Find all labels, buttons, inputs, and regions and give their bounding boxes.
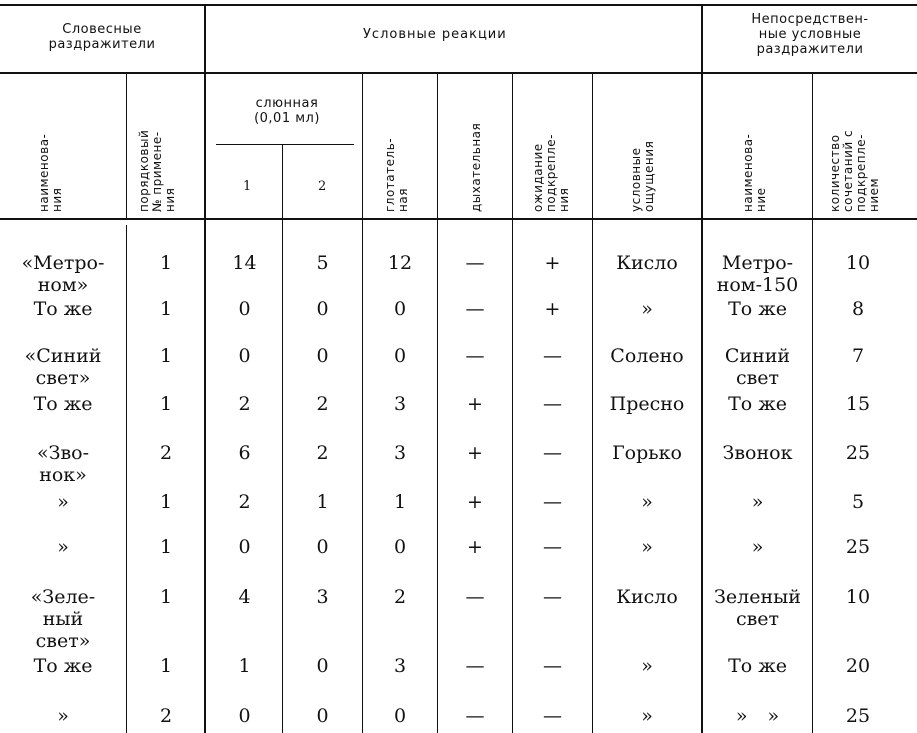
- table-cell-s1: 4: [238, 586, 251, 608]
- vrule: [282, 144, 283, 733]
- table-cell-s2: 1: [316, 491, 329, 513]
- table-cell-sense: Кисло: [616, 586, 678, 608]
- table-cell-s1: 0: [238, 705, 251, 727]
- cell-line: свет»: [35, 367, 91, 389]
- table-cell-count: 5: [851, 491, 865, 513]
- vrule: [126, 74, 127, 218]
- table-cell-s2: 0: [316, 536, 329, 558]
- subheader-salivary: слюнная (0,01 мл): [254, 96, 320, 126]
- table-cell-direct: [703, 536, 812, 558]
- table-cell-direct: [703, 345, 812, 389]
- table-cell-s1: 6: [238, 442, 251, 464]
- table-cell-count: 8: [851, 298, 865, 320]
- table-cell-s1: 2: [238, 491, 251, 513]
- subheader-salivary-2: 2: [318, 179, 327, 194]
- table-cell-swallow: 3: [393, 655, 407, 677]
- table-cell-count: 10: [845, 586, 871, 608]
- table-cell-resp: —: [465, 252, 485, 274]
- table-cell-count: 20: [845, 655, 871, 677]
- subheader-salivary-1: 1: [243, 179, 252, 194]
- table-cell-name: [0, 491, 126, 513]
- table-cell-expect: —: [543, 655, 562, 677]
- table-cell-swallow: 3: [393, 393, 407, 415]
- table-cell-s1: 14: [232, 252, 257, 274]
- cell-line: Зеленый: [714, 586, 801, 608]
- table-cell-expect: —: [543, 536, 562, 558]
- header-conditioned-reactions: Условные реакции: [363, 27, 507, 42]
- table-cell-count: 7: [851, 345, 865, 367]
- table-cell-order: 1: [159, 655, 173, 677]
- cell-line: Звонок: [722, 442, 793, 464]
- vrule: [204, 4, 206, 733]
- cell-line: «Зеле-: [30, 586, 96, 608]
- table-cell-resp: +: [467, 442, 483, 464]
- table-cell-name: [0, 252, 126, 296]
- table-cell-sense: »: [641, 655, 653, 677]
- table-cell-order: 2: [159, 442, 173, 464]
- salivary-subrule: [216, 144, 354, 145]
- table-cell-expect: —: [543, 442, 562, 464]
- table-cell-count: 25: [845, 705, 871, 727]
- cell-line: »: [751, 491, 764, 513]
- cell-line: ный: [42, 608, 84, 630]
- table-cell-count: 10: [845, 252, 871, 274]
- table-cell-swallow: 2: [393, 586, 407, 608]
- table-cell-order: 1: [159, 586, 173, 608]
- table-cell-order: 1: [159, 393, 173, 415]
- subheader-respiratory: дыхательная: [469, 122, 483, 212]
- table-cell-direct: [703, 298, 812, 320]
- table-cell-name: [0, 705, 126, 727]
- cell-line: То же: [728, 298, 787, 320]
- table-cell-count: 25: [845, 536, 871, 558]
- table-cell-sense: »: [641, 705, 653, 727]
- header-direct-stimuli: Непосредствен- ные условные раздражители: [751, 12, 869, 57]
- cell-line: То же: [33, 298, 93, 320]
- table-cell-expect: —: [543, 393, 562, 415]
- table-cell-sense: Солено: [610, 345, 684, 367]
- table-cell-expect: —: [543, 705, 562, 727]
- table-cell-sense: »: [641, 491, 653, 513]
- table-cell-s2: 0: [316, 655, 329, 677]
- table-cell-s2: 2: [316, 442, 329, 464]
- table-cell-direct: [703, 586, 812, 630]
- table-cell-swallow: 0: [393, 298, 407, 320]
- cell-line: Синий: [724, 345, 791, 367]
- table-cell-resp: +: [467, 393, 483, 415]
- table-cell-resp: —: [465, 298, 485, 320]
- table-cell-s2: 2: [316, 393, 329, 415]
- table-cell-direct: [703, 252, 812, 296]
- table-cell-direct: [703, 491, 812, 513]
- table-cell-name: [0, 393, 126, 415]
- cell-line: «Зво-: [36, 442, 90, 464]
- table-cell-direct: [703, 393, 812, 415]
- table-cell-s2: 0: [316, 298, 329, 320]
- table-cell-name: [0, 345, 126, 389]
- table-cell-swallow: 3: [393, 442, 407, 464]
- table-cell-expect: +: [544, 252, 561, 274]
- table-cell-direct: [703, 655, 812, 677]
- cell-line: Метро-: [721, 252, 794, 274]
- subheader-swallowing: глотатель- ная: [383, 137, 410, 212]
- cell-line: То же: [728, 655, 787, 677]
- table-cell-sense: Горько: [612, 442, 682, 464]
- table-cell-s1: 2: [238, 393, 251, 415]
- table-cell-direct: [703, 442, 812, 464]
- table-cell-expect: —: [543, 586, 562, 608]
- table-cell-sense: Кисло: [616, 252, 678, 274]
- table-cell-order: 1: [159, 298, 173, 320]
- cell-line: »: [751, 536, 764, 558]
- table-cell-s2: 3: [316, 586, 329, 608]
- table-cell-name: [0, 655, 126, 677]
- table-cell-swallow: 12: [387, 252, 413, 274]
- table-cell-sense: Пресно: [609, 393, 685, 415]
- cell-line: »: [767, 705, 780, 727]
- table-cell-expect: —: [543, 491, 562, 513]
- table-cell-resp: —: [465, 655, 485, 677]
- subheader-direct-name: наименова- ние: [741, 133, 768, 212]
- cell-line: ном»: [37, 274, 89, 296]
- table-cell-order: 2: [159, 705, 173, 727]
- subheader-sensations: условные ощущения: [629, 140, 656, 212]
- table-cell-s2: 5: [316, 252, 329, 274]
- subheader-count: количество сочетаний с подкрепле- нием: [828, 129, 881, 212]
- cell-line: То же: [33, 655, 93, 677]
- table-cell-s1: 0: [238, 345, 251, 367]
- table-cell-s1: 0: [238, 536, 251, 558]
- table-cell-resp: —: [465, 345, 485, 367]
- table-cell-name: [0, 442, 126, 486]
- cell-line: То же: [33, 393, 93, 415]
- header-bottom-rule: [0, 218, 917, 220]
- cell-line: свет: [735, 608, 780, 630]
- table-cell-s1: 1: [238, 655, 251, 677]
- table-cell-name: [0, 298, 126, 320]
- group-header-rule: [0, 72, 917, 74]
- table-cell-order: 1: [159, 536, 173, 558]
- table-cell-name: [0, 536, 126, 558]
- table-cell-count: 15: [845, 393, 871, 415]
- header-verbal-stimuli: Словесные раздражители: [48, 22, 156, 52]
- subheader-expectation: ожидание подкрепле- ния: [531, 134, 571, 212]
- cell-line: ном-150: [716, 274, 799, 296]
- cell-line: »: [57, 705, 69, 727]
- cell-line: »: [735, 705, 748, 727]
- table-cell-resp: +: [467, 491, 483, 513]
- cell-line: свет: [735, 367, 780, 389]
- table-cell-sense: »: [641, 298, 653, 320]
- table-cell-order: 1: [159, 491, 173, 513]
- table-cell-swallow: 0: [393, 536, 407, 558]
- cell-line: «Метро-: [21, 252, 105, 274]
- table-cell-swallow: 0: [393, 705, 407, 727]
- subheader-order: порядковый № примене- ния: [137, 129, 177, 212]
- cell-line: «Синий: [24, 345, 102, 367]
- subheader-name: наименова- ния: [37, 133, 64, 212]
- table-cell-order: 1: [159, 345, 173, 367]
- table-cell-s2: 0: [316, 345, 329, 367]
- table-cell-direct: [703, 705, 812, 727]
- cell-line: нок»: [39, 464, 87, 486]
- cell-line: »: [57, 491, 69, 513]
- table-cell-s2: 0: [316, 705, 329, 727]
- top-rule: [0, 4, 917, 6]
- table-cell-expect: +: [544, 298, 561, 320]
- table-cell-name: [0, 586, 126, 652]
- table-cell-expect: —: [543, 345, 562, 367]
- table-cell-s1: 0: [238, 298, 251, 320]
- cell-line: »: [57, 536, 69, 558]
- cell-line: свет»: [35, 630, 91, 652]
- table-cell-swallow: 0: [393, 345, 407, 367]
- table-cell-resp: +: [467, 536, 483, 558]
- table-cell-resp: —: [465, 705, 485, 727]
- table-cell-order: 1: [159, 252, 173, 274]
- table-cell-swallow: 1: [393, 491, 407, 513]
- table-cell-resp: —: [465, 586, 485, 608]
- table-cell-sense: »: [641, 536, 653, 558]
- table-cell-count: 25: [845, 442, 871, 464]
- cell-line: То же: [728, 393, 787, 415]
